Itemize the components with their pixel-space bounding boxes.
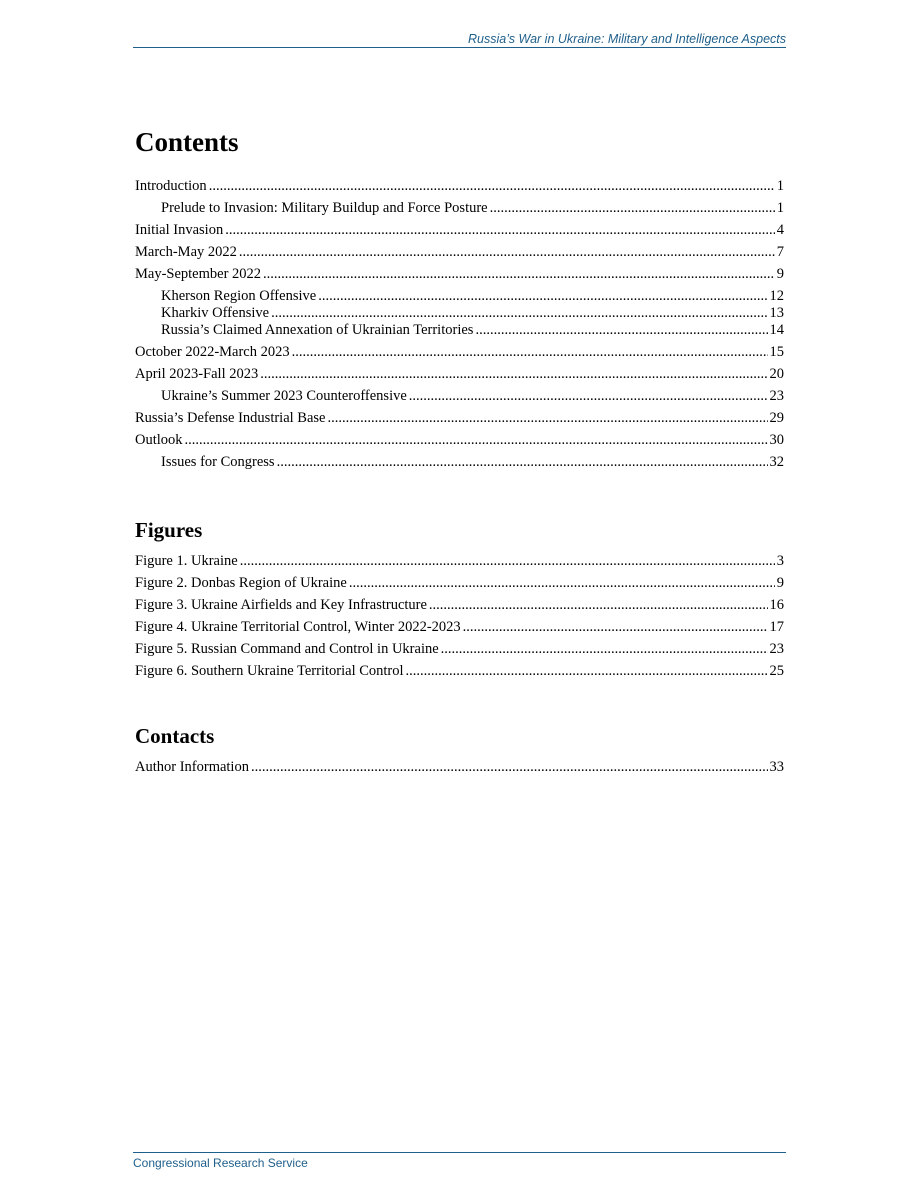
toc-entry-label: Russia’s Claimed Annexation of Ukrainian Territories xyxy=(161,322,474,338)
toc-entry-claimed-annexation[interactable] xyxy=(135,322,784,344)
toc-leader-dots xyxy=(349,575,775,592)
toc-leader-dots xyxy=(327,410,767,427)
toc-entry-label: Russia’s Defense Industrial Base xyxy=(135,410,326,426)
toc-entry-page: 4 xyxy=(776,222,784,238)
toc-entry-summer-2023-counteroffensive[interactable] xyxy=(135,388,784,410)
figures-list xyxy=(135,553,784,685)
figure-entry-label: Figure 6. Southern Ukraine Territorial Control xyxy=(135,663,404,679)
figure-entry-2[interactable] xyxy=(135,575,784,597)
contacts-list xyxy=(135,759,784,781)
toc-leader-dots xyxy=(463,619,768,636)
toc-entry-page: 12 xyxy=(769,288,784,304)
toc-entry-outlook[interactable] xyxy=(135,432,784,454)
figures-section xyxy=(135,517,784,685)
toc-leader-dots xyxy=(475,322,767,339)
toc-entry-label: Prelude to Invasion: Military Buildup and Force Posture xyxy=(161,200,488,216)
toc-leader-dots xyxy=(406,663,768,680)
toc-entry-label: April 2023-Fall 2023 xyxy=(135,366,259,382)
toc-entry-label: Issues for Congress xyxy=(161,454,275,470)
figure-entry-5[interactable] xyxy=(135,641,784,663)
toc-entry-prelude-to-invasion[interactable] xyxy=(135,200,784,222)
toc-leader-dots xyxy=(292,344,768,361)
toc-entry-label: Initial Invasion xyxy=(135,222,224,238)
toc-leader-dots xyxy=(441,641,768,658)
toc-leader-dots xyxy=(260,366,767,383)
toc-entry-may-september-2022[interactable] xyxy=(135,266,784,288)
toc-leader-dots xyxy=(209,178,775,195)
contents-section xyxy=(135,126,784,476)
toc-entry-label: Ukraine’s Summer 2023 Counteroffensive xyxy=(161,388,407,404)
figure-entry-label: Figure 3. Ukraine Airfields and Key Infrastructure xyxy=(135,597,427,613)
footer-text: Congressional Research Service xyxy=(133,1156,308,1170)
toc-entry-page: 7 xyxy=(776,244,784,260)
contact-entry-page: 33 xyxy=(769,759,784,775)
toc-entry-april-2023-fall-2023[interactable] xyxy=(135,366,784,388)
toc-entry-page: 32 xyxy=(769,454,784,470)
toc-leader-dots xyxy=(318,288,767,305)
contact-entry-author-information[interactable] xyxy=(135,759,784,781)
toc-entry-defense-industrial-base[interactable] xyxy=(135,410,784,432)
toc-leader-dots xyxy=(240,553,775,570)
toc-leader-dots xyxy=(239,244,775,261)
toc-entry-label: Outlook xyxy=(135,432,183,448)
figure-entry-page: 17 xyxy=(769,619,784,635)
running-header xyxy=(133,32,786,48)
toc-entry-kherson-region-offensive[interactable] xyxy=(135,288,784,305)
toc-entry-page: 9 xyxy=(776,266,784,282)
figure-entry-page: 3 xyxy=(776,553,784,569)
toc-entry-page: 20 xyxy=(769,366,784,382)
toc-entry-label: March-May 2022 xyxy=(135,244,237,260)
toc-entry-issues-for-congress[interactable] xyxy=(135,454,784,476)
figure-entry-label: Figure 4. Ukraine Territorial Control, Winter 2022-2023 xyxy=(135,619,461,635)
running-footer xyxy=(133,1152,786,1170)
figure-entry-page: 23 xyxy=(769,641,784,657)
toc-leader-dots xyxy=(251,759,768,776)
figures-heading: Figures xyxy=(135,518,203,542)
toc-leader-dots xyxy=(490,200,775,217)
figure-entry-label: Figure 2. Donbas Region of Ukraine xyxy=(135,575,347,591)
toc-entry-label: Kharkiv Offensive xyxy=(161,305,270,321)
toc-entry-kharkiv-offensive[interactable] xyxy=(135,305,784,322)
toc-entry-label: October 2022-March 2023 xyxy=(135,344,290,360)
toc-entry-page: 29 xyxy=(769,410,784,426)
toc-entry-label: May-September 2022 xyxy=(135,266,262,282)
toc-leader-dots xyxy=(263,266,775,283)
contact-entry-label: Author Information xyxy=(135,759,249,775)
toc-leader-dots xyxy=(271,305,767,322)
toc-entry-page: 23 xyxy=(769,388,784,404)
contents-heading: Contents xyxy=(135,127,239,157)
toc-entry-october-2022-march-2023[interactable] xyxy=(135,344,784,366)
figure-entry-1[interactable] xyxy=(135,553,784,575)
toc-entry-page: 14 xyxy=(769,322,784,338)
figure-entry-label: Figure 1. Ukraine xyxy=(135,553,238,569)
figure-entry-label: Figure 5. Russian Command and Control in Ukraine xyxy=(135,641,439,657)
contacts-heading: Contacts xyxy=(135,724,215,748)
toc-entry-label: Kherson Region Offensive xyxy=(161,288,317,304)
figure-entry-page: 16 xyxy=(769,597,784,613)
toc-leader-dots xyxy=(277,454,768,471)
contacts-section xyxy=(135,723,784,781)
toc-leader-dots xyxy=(429,597,768,614)
figure-entry-6[interactable] xyxy=(135,663,784,685)
toc-entry-page: 30 xyxy=(769,432,784,448)
toc-entry-march-may-2022[interactable] xyxy=(135,244,784,266)
toc-entry-initial-invasion[interactable] xyxy=(135,222,784,244)
figure-entry-page: 9 xyxy=(776,575,784,591)
toc-entry-introduction[interactable] xyxy=(135,178,784,200)
toc-leader-dots xyxy=(225,222,775,239)
figure-entry-4[interactable] xyxy=(135,619,784,641)
contents-list xyxy=(135,178,784,476)
toc-entry-page: 1 xyxy=(776,200,784,216)
figure-entry-3[interactable] xyxy=(135,597,784,619)
toc-entry-label: Introduction xyxy=(135,178,207,194)
toc-entry-page: 15 xyxy=(769,344,784,360)
toc-leader-dots xyxy=(185,432,768,449)
toc-entry-page: 1 xyxy=(776,178,784,194)
header-title: Russia’s War in Ukraine: Military and Intelligence Aspects xyxy=(468,32,786,46)
toc-entry-page: 13 xyxy=(769,305,784,321)
figure-entry-page: 25 xyxy=(769,663,784,679)
toc-leader-dots xyxy=(409,388,768,405)
